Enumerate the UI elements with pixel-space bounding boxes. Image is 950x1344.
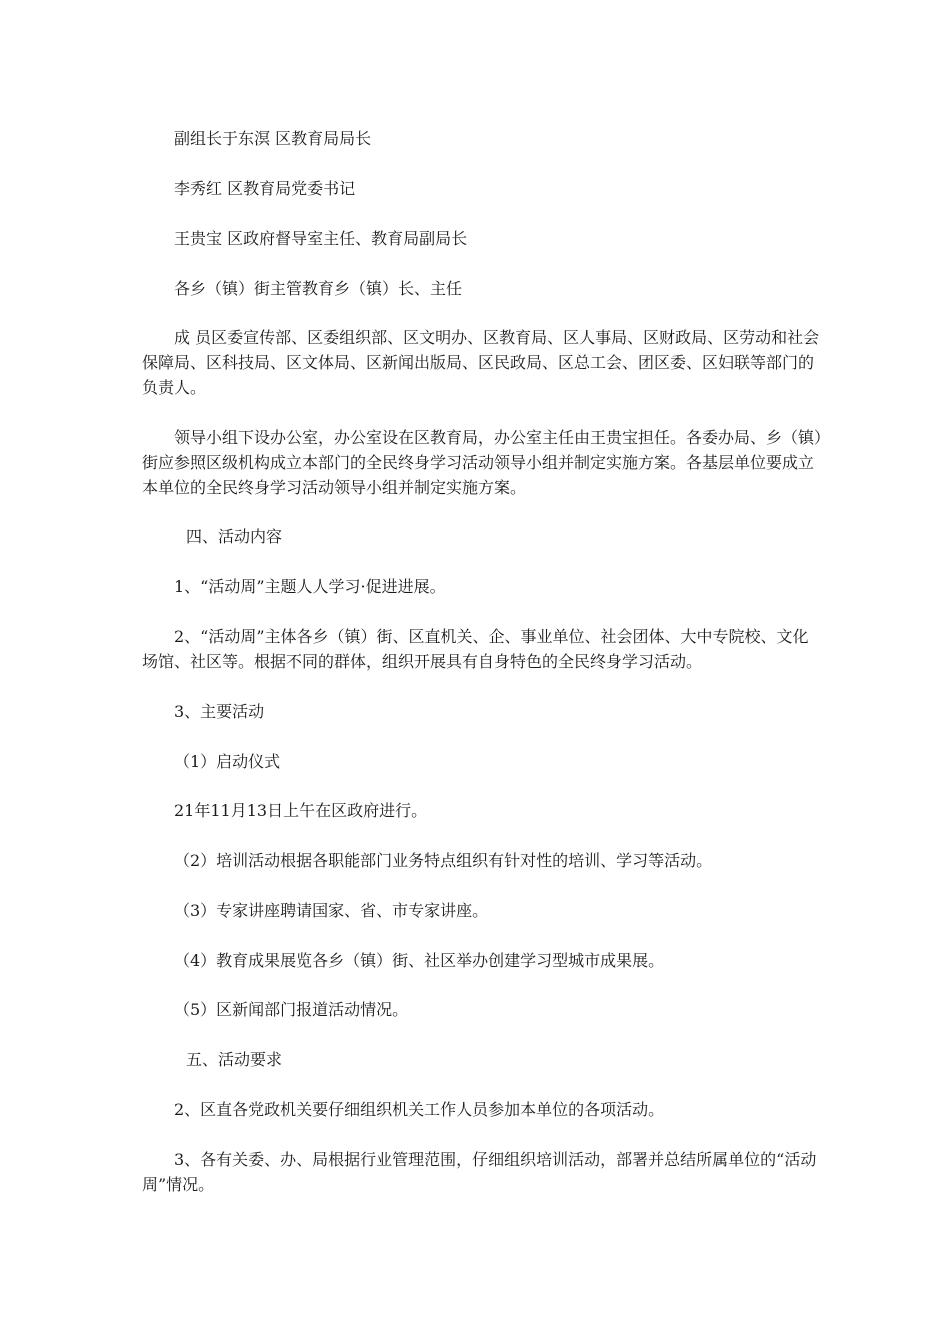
paragraph-education-exhibition: （4）教育成果展览各乡（镇）街、社区举办创建学习型城市成果展。 — [174, 951, 665, 970]
paragraph-main-activities: 3、主要活动 — [174, 702, 265, 721]
paragraph-activity-subjects: 2、“活动周”主体各乡（镇）街、区直机关、企、事业单位、社会团体、大中专院校、文化场馆、社区等。根据不同的群体，组织开展具有自身特色的全民终身学习活动。 — [142, 627, 809, 671]
paragraph-training-activities: （2）培训活动根据各职能部门业务特点组织有针对性的培训、学习等活动。 — [174, 851, 713, 870]
paragraph-requirement-bureaus: 3、各有关委、办、局根据行业管理范围，仔细组织培训活动，部署并总结所属单位的“活动周”情况。 — [142, 1150, 817, 1194]
section-heading-activity-requirements: 五、活动要求 — [186, 1050, 283, 1069]
paragraph-office-setup: 领导小组下设办公室，办公室设在区教育局，办公室主任由王贵宝担任。各委办局、乡（镇）街应参照区级机构成立本部门的全民终身学习活动领导小组并制定实施方案。各基层单位要成立本单位的全民终身学习活动领导小组并制定实施方案。 — [142, 428, 823, 497]
paragraph-activity-theme: 1、“活动周”主题人人学习·促进进展。 — [174, 577, 446, 596]
paragraph-launch-date: 21年11月13日上午在区政府进行。 — [174, 801, 428, 820]
paragraph-member-li: 李秀红 区教育局党委书记 — [174, 179, 356, 198]
paragraph-deputy-leader: 副组长于东溟 区教育局局长 — [174, 129, 372, 148]
paragraph-member-wang: 王贵宝 区政府督导室主任、教育局副局长 — [174, 229, 468, 248]
paragraph-expert-lectures: （3）专家讲座聘请国家、省、市专家讲座。 — [174, 901, 489, 920]
section-heading-activity-content: 四、活动内容 — [186, 527, 283, 546]
paragraph-township-heads: 各乡（镇）街主管教育乡（镇）长、主任 — [174, 279, 463, 298]
paragraph-news-report: （5）区新闻部门报道活动情况。 — [174, 1000, 409, 1019]
paragraph-members-list: 成 员区委宣传部、区委组织部、区文明办、区教育局、区人事局、区财政局、区劳动和社会保障局、区科技局、区文体局、区新闻出版局、区民政局、区总工会、团区委、区妇联等部门的负责人。 — [142, 328, 820, 397]
paragraph-launch-ceremony: （1）启动仪式 — [174, 752, 281, 771]
paragraph-requirement-agencies: 2、区直各党政机关要仔细组织机关工作人员参加本单位的各项活动。 — [174, 1100, 665, 1119]
